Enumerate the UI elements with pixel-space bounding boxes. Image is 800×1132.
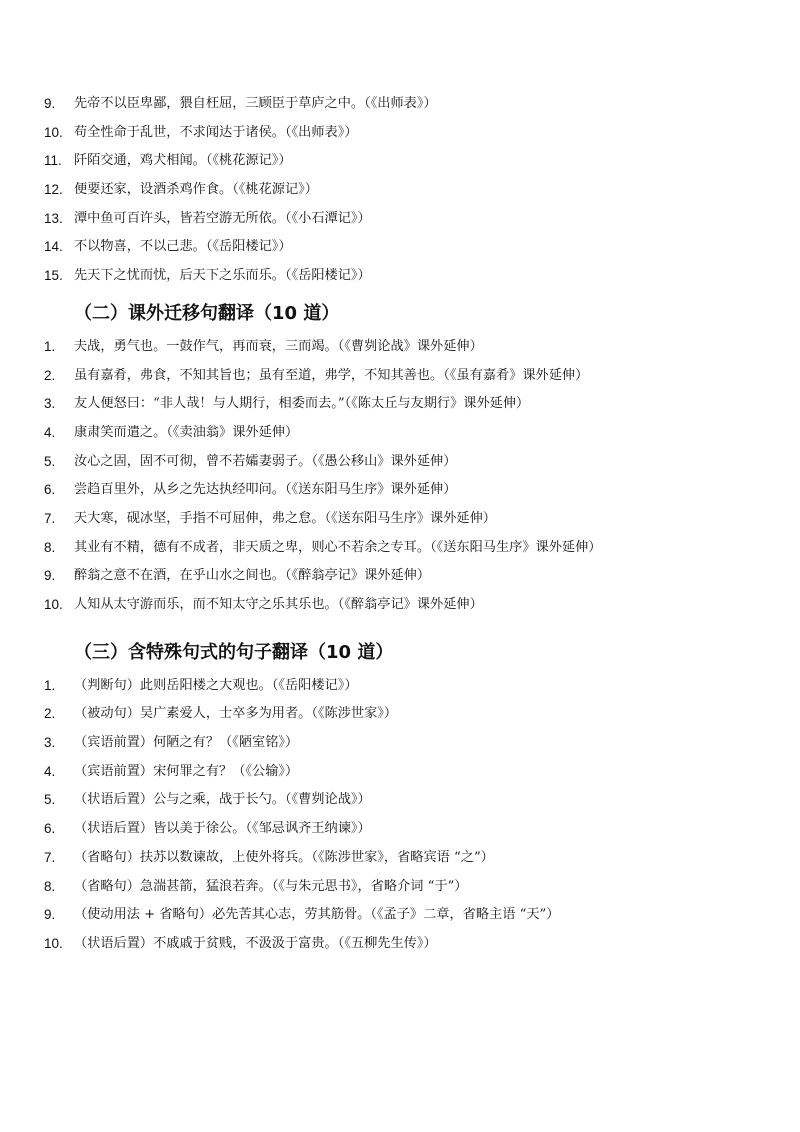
list-item (0, 448, 800, 477)
item-text: 尝趋百里外，从乡之先达执经叩问。（《送东阳马生序》课外延伸） (74, 482, 457, 498)
item-text: 醉翁之意不在酒，在乎山水之间也。（《醉翁亭记》课外延伸） (74, 568, 431, 584)
list-item (0, 476, 800, 505)
list-item (0, 672, 800, 701)
item-number: 2. (44, 367, 56, 383)
list-item (0, 930, 800, 959)
item-text: 虽有嘉肴，弗食，不知其旨也；虽有至道，弗学，不知其善也。（《虽有嘉肴》课外延伸） (74, 367, 589, 383)
list-item (0, 333, 800, 362)
list-item (0, 362, 800, 391)
item-number: 6. (44, 821, 56, 837)
item-text: （状语后置）公与之乘，战于长勺。（《曹刿论战》） (74, 792, 371, 808)
section3-list (0, 672, 800, 959)
list-item (0, 758, 800, 787)
item-number: 10. (44, 124, 63, 140)
item-text: 其业有不精，德有不成者，非天质之卑，则心不若余之专耳。（《送东阳马生序》课外延伸） (74, 539, 602, 555)
list-item (0, 815, 800, 844)
item-text: （判断句）此则岳阳楼之大观也。（《岳阳楼记》） (74, 677, 358, 693)
item-text: （状语后置）皆以美于徐公。（《邹忌讽齐王纳谏》） (74, 821, 371, 837)
section2-list (0, 333, 800, 620)
list-item (0, 90, 800, 119)
item-number: 8. (44, 539, 56, 555)
list-item (0, 901, 800, 930)
item-text: 苟全性命于乱世，不求闻达于诸侯。（《出师表》） (74, 124, 358, 140)
list-item (0, 419, 800, 448)
list-item (0, 119, 800, 148)
list-item (0, 176, 800, 205)
item-number: 3. (44, 735, 56, 751)
item-number: 7. (44, 849, 56, 865)
list-item (0, 873, 800, 902)
list-item (0, 262, 800, 291)
item-text: 夫战，勇气也。一鼓作气，再而衰，三而竭。（《曹刿论战》课外延伸） (74, 338, 483, 354)
item-number: 8. (44, 878, 56, 894)
item-number: 1. (44, 338, 56, 354)
list-item (0, 591, 800, 620)
item-number: 14. (44, 239, 63, 255)
item-text: 先天下之忧而忧，后天下之乐而乐。（《岳阳楼记》） (74, 268, 371, 284)
item-text: 先帝不以臣卑鄙，猥自枉屈，三顾臣于草庐之中。（《出师表》） (74, 96, 437, 111)
item-number: 6. (44, 482, 56, 498)
item-number: 5. (44, 453, 56, 469)
item-number: 11. (44, 153, 62, 169)
item-number: 2. (44, 706, 56, 722)
item-text: 便要还家，设酒杀鸡作食。（《桃花源记》） (74, 182, 318, 198)
item-text: （使动用法 + 省略句）必先苦其心志，劳其筋骨。（《孟子》二章，省略主语 “天”） (74, 907, 560, 923)
item-text: 天大寒，砚冰坚，手指不可屈伸，弗之怠。（《送东阳马生序》课外延伸） (74, 510, 496, 526)
item-text: 友人便怒曰：“非人哉！与人期行，相委而去。”（《陈太丘与友期行》课外延伸） (74, 396, 530, 412)
item-text: （状语后置）不戚戚于贫贱，不汲汲于富贵。（《五柳先生传》） (74, 935, 437, 951)
item-number: 4. (44, 424, 56, 440)
item-number: 12. (44, 182, 63, 198)
item-text: （被动句）吴广素爱人，士卒多为用者。（《陈涉世家》） (74, 706, 398, 722)
item-text: 不以物喜，不以己悲。（《岳阳楼记》） (74, 239, 292, 255)
section1-list (0, 90, 800, 291)
list-item (0, 505, 800, 534)
item-text: （宾语前置）宋何罪之有？（《公输》） (74, 763, 299, 779)
item-number: 5. (44, 792, 56, 808)
item-text: （省略句）扶苏以数谏故，上使外将兵。（《陈涉世家》，省略宾语 “之”） (74, 849, 494, 865)
item-number: 15. (44, 268, 63, 284)
list-item (0, 147, 800, 176)
list-item (0, 729, 800, 758)
item-text: 康肃笑而遣之。（《卖油翁》课外延伸） (74, 424, 299, 440)
item-text: （宾语前置）何陋之有？（《陋室铭》） (74, 735, 299, 751)
item-text: 阡陌交通，鸡犬相闻。（《桃花源记》） (74, 153, 292, 169)
item-number: 9. (44, 96, 56, 111)
list-item (0, 562, 800, 591)
list-item (0, 205, 800, 234)
item-number: 7. (44, 510, 56, 526)
item-number: 13. (44, 210, 63, 226)
item-number: 4. (44, 763, 56, 779)
item-number: 10. (44, 597, 63, 612)
item-text: 人知从太守游而乐，而不知太守之乐其乐也。（《醉翁亭记》课外延伸） (74, 597, 483, 612)
item-text: （省略句）急湍甚箭，猛浪若奔。（《与朱元思书》，省略介词 “于”） (74, 878, 468, 894)
list-item (0, 233, 800, 262)
item-text: 汝心之固，固不可彻，曾不若孀妻弱子。（《愚公移山》课外延伸） (74, 453, 457, 469)
section3-heading: （三）含特殊句式的句子翻译（10 道） (74, 641, 394, 663)
list-item (0, 844, 800, 873)
item-text: 潭中鱼可百许头，皆若空游无所依。（《小石潭记》） (74, 210, 371, 226)
list-item (0, 390, 800, 419)
list-item (0, 700, 800, 729)
list-item (0, 786, 800, 815)
item-number: 1. (44, 677, 56, 693)
item-number: 3. (44, 396, 56, 412)
item-number: 9. (44, 907, 56, 923)
list-item (0, 534, 800, 563)
section2-heading: （二）课外迁移句翻译（10 道） (74, 302, 340, 324)
item-number: 10. (44, 935, 63, 951)
item-number: 9. (44, 568, 56, 584)
